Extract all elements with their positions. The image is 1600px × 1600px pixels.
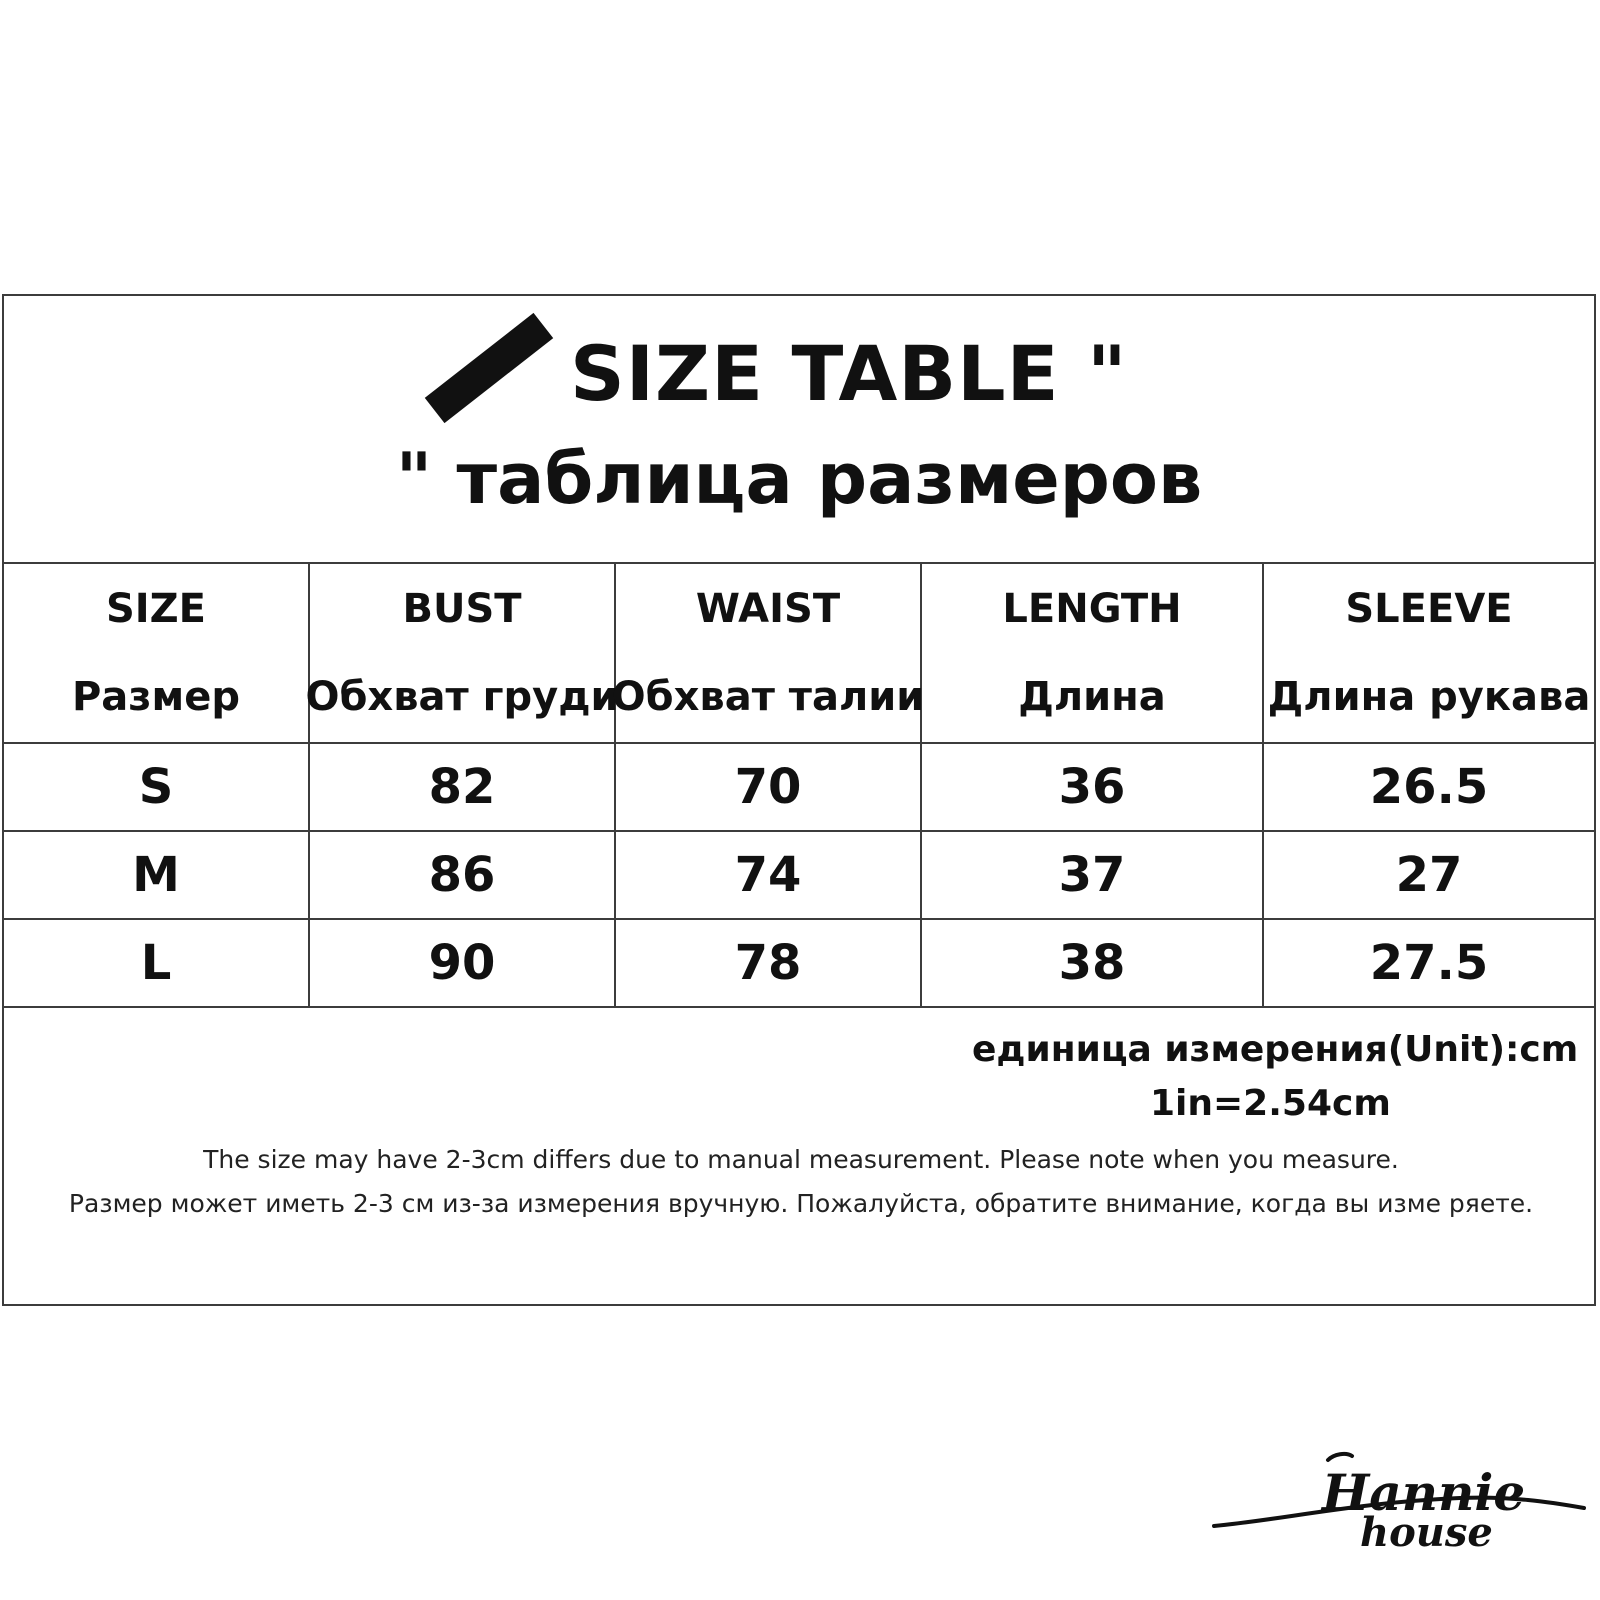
header-label-ru: Длина (1018, 674, 1166, 720)
table-cell: 37 (1058, 847, 1126, 903)
table-cell: 36 (1058, 759, 1126, 815)
header-label-en: SIZE (105, 586, 207, 632)
table-cell: 74 (734, 847, 802, 903)
table-cell: 82 (428, 759, 496, 815)
header-length (922, 564, 1262, 742)
header-label-ru: Длина рукава (1267, 674, 1591, 720)
header-label-ru: Размер (71, 674, 240, 720)
header-size (4, 564, 308, 742)
table-cell: 27 (1395, 847, 1463, 903)
table-cell: S (138, 759, 174, 815)
table-cell: M (132, 847, 180, 903)
logo-text-2: house (1360, 1509, 1493, 1556)
header-label-en: LENGTH (1002, 586, 1182, 632)
table-cell: 78 (734, 935, 802, 991)
divider-row-l (4, 1006, 1594, 1008)
size-table-sheet (2, 294, 1596, 1306)
logo-text-1: Hannie (1322, 1463, 1526, 1522)
title-english: SIZE TABLE " (570, 329, 1128, 418)
table-cell: 86 (428, 847, 496, 903)
table-cell: 26.5 (1369, 759, 1489, 815)
unit-label: единица измерения(Unit):cm (972, 1029, 1579, 1070)
header-waist (611, 564, 925, 742)
header-sleeve (1264, 564, 1594, 742)
title-russian: " таблица размеров (395, 438, 1203, 520)
header-label-en: BUST (402, 586, 522, 632)
note-russian: Размер может иметь 2-3 см из-за измерения вручную. Пожалуйста, обратите внимание, когда вы изме ряете. (68, 1189, 1534, 1218)
title-block (4, 296, 1594, 564)
table-cell: 90 (428, 935, 496, 991)
header-label-ru: Обхват груди (305, 674, 619, 720)
header-label-en: WAIST (695, 586, 841, 632)
table-cell: 70 (734, 759, 802, 815)
note-english: The size may have 2-3cm differs due to manual measurement. Please note when you measure. (203, 1145, 1399, 1174)
header-label-en: SLEEVE (1345, 586, 1513, 632)
table-cell: 38 (1058, 935, 1126, 991)
unit-conversion: 1in=2.54cm (1150, 1083, 1391, 1124)
header-bust (305, 564, 619, 742)
brand-logo (1210, 1450, 1590, 1560)
table-cell: L (140, 935, 172, 991)
header-label-ru: Обхват талии (611, 674, 925, 720)
table-cell: 27.5 (1369, 935, 1489, 991)
